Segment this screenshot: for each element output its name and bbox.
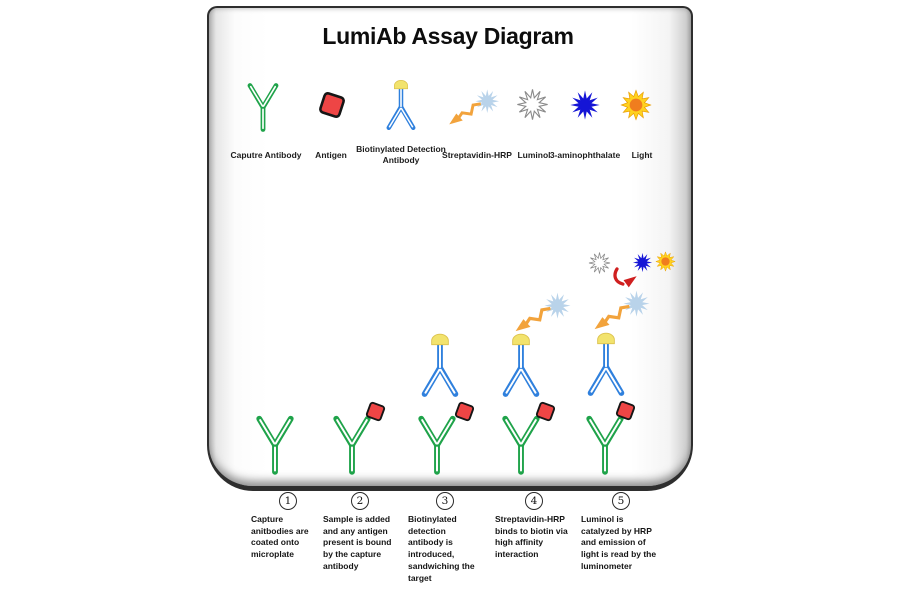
step2-capture-antibody-icon xyxy=(336,419,368,472)
step4-detection-antibody-icon xyxy=(506,334,537,394)
step3-number-badge: 3 xyxy=(436,492,454,510)
step5-capture-antibody-icon xyxy=(589,419,621,472)
step3-antigen-icon xyxy=(455,402,474,421)
step3-capture-antibody-icon xyxy=(421,419,453,472)
step5-description xyxy=(581,492,661,573)
step5-aminophthalate-icon xyxy=(633,253,652,272)
step5-light-icon xyxy=(656,252,675,271)
step3-text: Biotinylated detection antibody is introduced, sandwiching the target xyxy=(408,514,475,583)
step4-capture-antibody-icon xyxy=(505,419,537,472)
step5-number-badge: 5 xyxy=(612,492,630,510)
legend-label-light: Light xyxy=(631,150,653,160)
antigen-icon xyxy=(319,92,344,117)
step2-number-badge: 2 xyxy=(351,492,369,510)
capture-antibody-icon xyxy=(250,86,276,130)
detection-antibody-icon xyxy=(389,80,413,127)
legend-label-detection-antibody: Biotinylated Detection Antibody xyxy=(356,144,446,165)
step1-description xyxy=(251,492,325,561)
step5-text: Luminol is catalyzed by HRP and emission of light is read by the luminometer xyxy=(581,514,657,571)
step5-reaction-arrow-icon xyxy=(615,269,637,287)
step5-detection-antibody-icon xyxy=(591,333,622,393)
luminol-icon xyxy=(517,89,547,119)
step1-capture-antibody-icon xyxy=(259,419,291,472)
legend-label-antigen: Antigen xyxy=(315,150,347,160)
step1-text: Capture anitbodies are coated onto microplate xyxy=(251,514,309,560)
step5-streptavidin-hrp-icon xyxy=(595,291,650,330)
light-icon xyxy=(621,90,650,119)
aminophthalate-icon xyxy=(570,90,599,119)
legend-label-luminol: Luminol xyxy=(517,150,551,160)
step2-description xyxy=(323,492,397,573)
step4-streptavidin-hrp-icon xyxy=(516,293,571,332)
step2-text: Sample is added and any antigen present is bound by the capture antibody xyxy=(323,514,392,571)
step4-number-badge: 4 xyxy=(525,492,543,510)
diagram-title: LumiAb Assay Diagram xyxy=(322,23,574,49)
step5-luminol-icon xyxy=(589,252,610,273)
legend-label-aminophthalate: 3-aminophthalate xyxy=(549,150,621,160)
step4-description xyxy=(495,492,573,561)
step3-detection-antibody-icon xyxy=(425,334,456,394)
legend-label-capture-antibody: Caputre Antibody xyxy=(230,150,302,160)
step4-text: Streptavidin-HRP binds to biotin via high affinity interaction xyxy=(495,514,568,560)
legend-label-streptavidin-hrp: Streptavidin-HRP xyxy=(442,150,512,160)
step3-description xyxy=(408,492,482,584)
streptavidin-hrp-icon xyxy=(449,89,499,124)
step1-number-badge: 1 xyxy=(279,492,297,510)
